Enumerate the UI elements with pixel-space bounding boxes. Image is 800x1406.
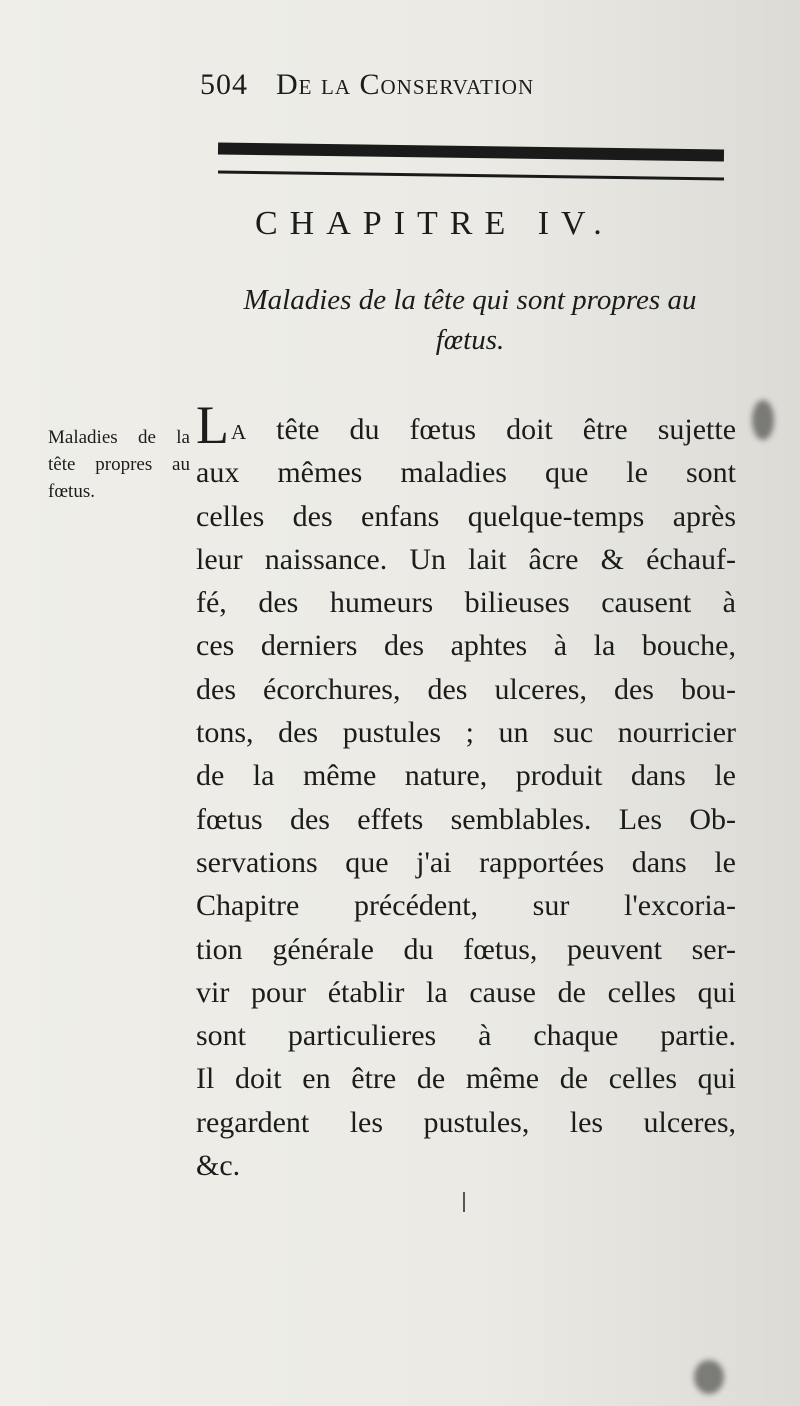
body-line: tion générale du fœtus, peuvent ser- [196, 932, 736, 966]
running-title: De la Conservation [276, 68, 535, 101]
body-line: vir pour établir la cause de celles qui [196, 975, 736, 1009]
body-line: fé, des humeurs bilieuses causent à [196, 586, 736, 620]
body-line: aux mêmes maladies que le sont [196, 456, 736, 490]
body-line [196, 395, 737, 455]
drop-cap: L [196, 395, 229, 455]
body-line: ces derniers des aphtes à la bouche, [196, 629, 736, 663]
body-line: fœtus des effets semblables. Les Ob- [196, 802, 736, 836]
page-number: 504 [200, 68, 248, 101]
header-rule-thin [218, 170, 724, 180]
ink-stain [694, 1360, 724, 1394]
body-line: leur naissance. Un lait âcre & échauf- [196, 542, 736, 576]
header-rule-thick [218, 142, 724, 161]
body-line: Il doit en être de même de celles qui [196, 1062, 736, 1096]
subtitle-line: fœtus. [435, 324, 505, 356]
body-line: de la même nature, produit dans le [196, 759, 736, 793]
body-line: tons, des pustules ; un suc nourricier [196, 716, 736, 750]
body-line: celles des enfans quelque-temps après [196, 499, 736, 533]
chapter-title: CHAPITRE IV. [255, 205, 614, 242]
chapter-subtitle [200, 280, 740, 360]
body-line: &c. [196, 1149, 241, 1183]
body-line: servations que j'ai rapportées dans le [196, 845, 736, 879]
first-line-text: tête du fœtus doit être sujette [276, 413, 737, 446]
body-line: regardent les pustules, les ulceres, [196, 1105, 736, 1139]
margin-note: Maladies de la tête propres au fœtus. [48, 427, 190, 502]
drop-cap-rest: a [231, 413, 247, 446]
print-mark [463, 1192, 465, 1212]
running-head [200, 68, 680, 102]
body-line: des écorchures, des ulceres, des bou- [196, 672, 736, 706]
body-line: sont particulieres à chaque partie. [196, 1019, 736, 1053]
subtitle-line: Maladies de la tête qui sont propres au [243, 284, 697, 316]
body-line: Chapitre précédent, sur l'excoria- [196, 889, 736, 923]
ink-stain [752, 400, 774, 440]
body-text [196, 395, 737, 1187]
